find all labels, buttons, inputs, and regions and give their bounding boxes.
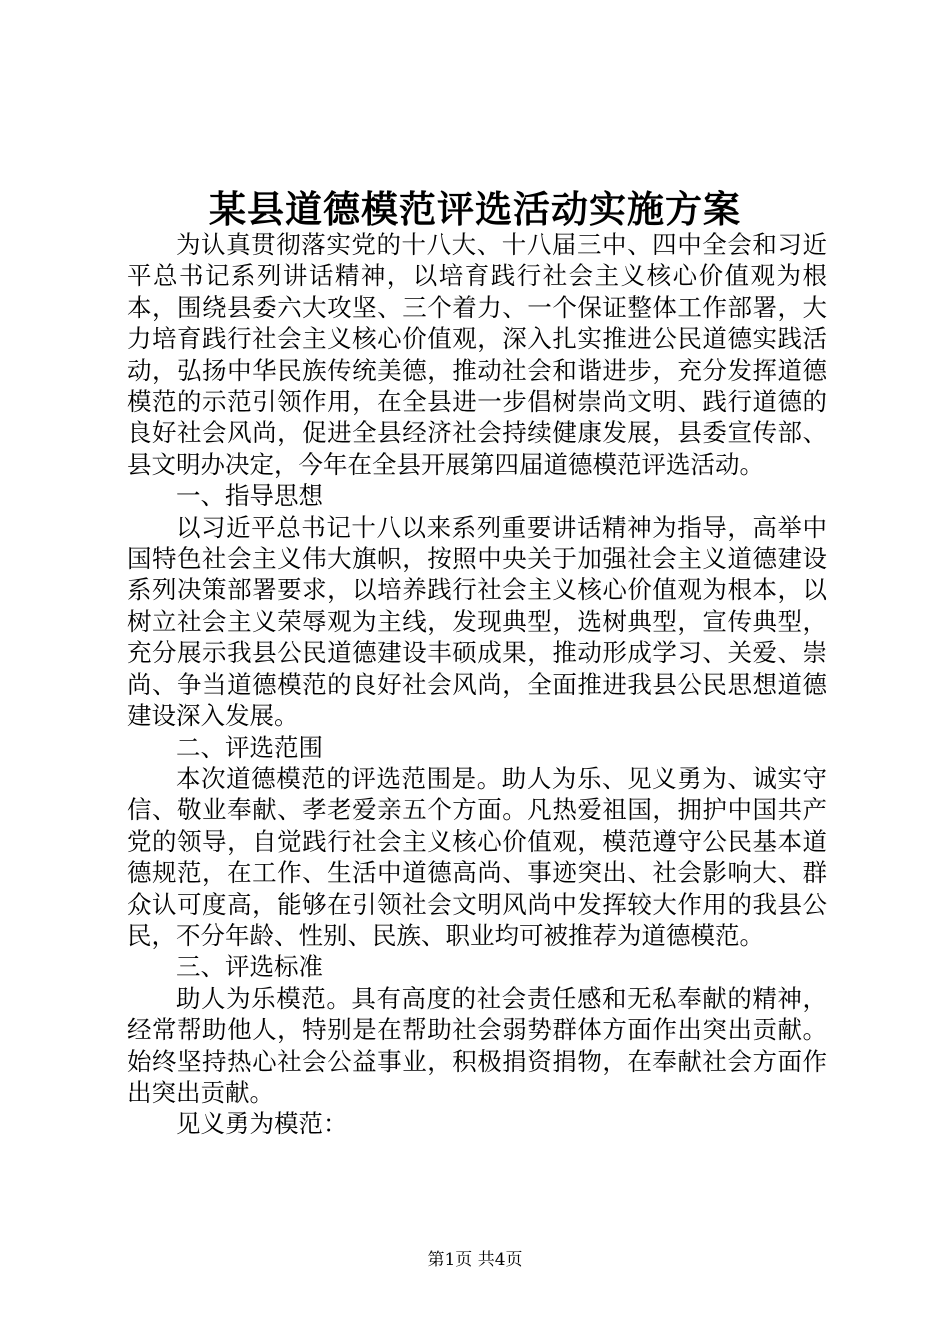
paragraph-guiding-thought: 以习近平总书记十八以来系列重要讲话精神为指导，高举中国特色社会主义伟大旗帜，按照中央关于加强社会主义道德建设系列决策部署要求，以培养践行社会主义核心价值观为根本，以树立社会主义荣辱观为主线，发现典型，选树典型，宣传典型，充分展示我县公民道德建设丰硕成果，推动形成学习、关爱、崇尚、争当道德模范的良好社会风尚，全面推进我县公民思想道德建设深入发展。 [127,512,827,731]
document-body [127,229,827,1140]
subheading-bravery-model: 见义勇为模范： [176,1109,348,1139]
document-title: 某县道德模范评选活动实施方案 [209,187,741,231]
section-heading-selection-scope: 二、评选范围 [176,732,323,762]
paragraph-selection-scope: 本次道德模范的评选范围是。助人为乐、见义勇为、诚实守信、敬业奉献、孝老爱亲五个方面。凡热爱祖国，拥护中国共产党的领导，自觉践行社会主义核心价值观，模范遵守公民基本道德规范，在工作、生活中道德高尚、事迹突出、社会影响大、群众认可度高，能够在引领社会文明风尚中发挥较大作用的我县公民，不分年龄、性别、民族、职业均可被推荐为道德模范。 [127,763,827,950]
page-footer: 第1页 共4页 [427,1250,523,1270]
paragraph-intro: 为认真贯彻落实党的十八大、十八届三中、四中全会和习近平总书记系列讲话精神，以培育践行社会主义核心价值观为根本，围绕县委六大攻坚、三个着力、一个保证整体工作部署，大力培育践行社会主义核心价值观，深入扎实推进公民道德实践活动，弘扬中华民族传统美德，推动社会和谐进步，充分发挥道德模范的示范引领作用，在全县进一步倡树崇尚文明、践行道德的良好社会风尚，促进全县经济社会持续健康发展，县委宣传部、县文明办决定，今年在全县开展第四届道德模范评选活动。 [127,230,827,479]
section-heading-selection-criteria: 三、评选标准 [176,952,323,982]
section-heading-guiding-thought: 一、指导思想 [176,481,323,511]
paragraph-helping-others-model: 助人为乐模范。具有高度的社会责任感和无私奉献的精神，经常帮助他人，特别是在帮助社会弱势群体方面作出突出贡献。始终坚持热心社会公益事业，积极捐资捐物，在奉献社会方面作出突出贡献。 [127,983,827,1107]
